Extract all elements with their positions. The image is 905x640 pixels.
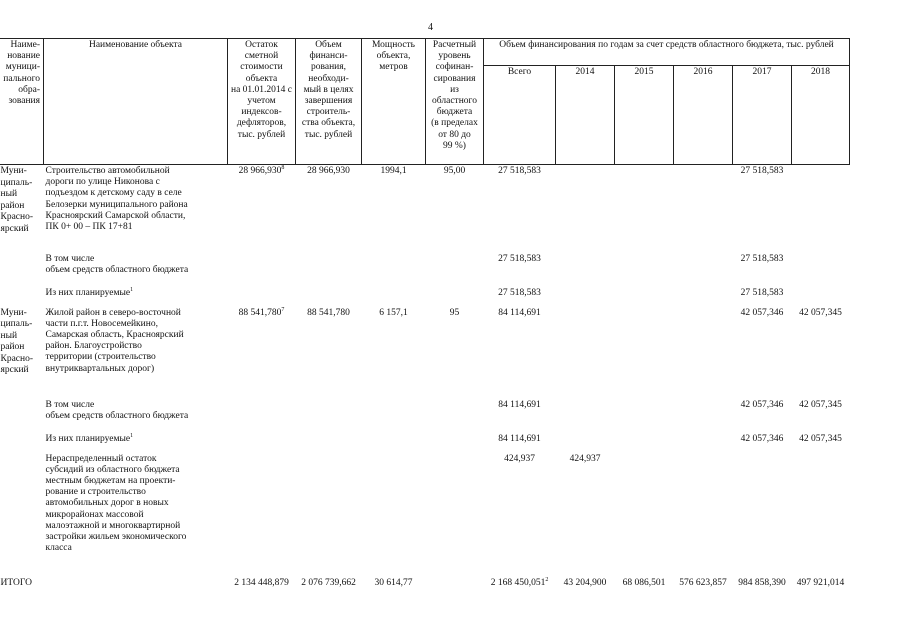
remaining-cost-cell	[228, 253, 296, 287]
text-line: Муни-	[0, 307, 27, 318]
total-row	[0, 577, 850, 591]
header-line: 99 %)	[443, 140, 466, 151]
header-line: метров	[379, 62, 408, 73]
volume-cell: 28 966,930	[307, 166, 350, 176]
municipality-cell	[0, 253, 44, 287]
header-line: зования	[8, 96, 40, 107]
capacity-cell	[362, 287, 426, 307]
year-2014-cell	[556, 307, 615, 399]
total-2017: 984 858,390	[738, 577, 786, 588]
text-line: подъездом к детскому саду в селе	[45, 188, 182, 199]
header-line: мый в целях	[303, 84, 354, 95]
header-line: на 01.01.2014 с	[230, 84, 293, 95]
total-cell: 424,937	[504, 453, 535, 464]
text-line: ципаль-	[0, 177, 33, 188]
footnote-mark: 1	[130, 286, 134, 293]
year-2015-cell	[615, 165, 674, 253]
header-line: из	[450, 84, 459, 95]
year-2015-cell	[615, 433, 674, 453]
total-2016: 576 623,857	[679, 577, 727, 588]
total-2015: 68 086,501	[622, 577, 666, 588]
header-line: финанси-	[309, 51, 348, 62]
year-2017-cell: 42 057,346	[740, 433, 784, 444]
header-line: ства объекта,	[301, 118, 356, 129]
year-2014-cell	[556, 287, 615, 307]
text-line: ярский	[0, 223, 29, 234]
capacity-cell	[362, 433, 426, 453]
volume-cell	[296, 253, 362, 287]
text-line: территории (строительство	[45, 352, 156, 363]
year-2018-cell	[792, 165, 850, 253]
level-cell	[426, 287, 484, 307]
header-line: уровень	[438, 51, 471, 62]
header-financing-volume	[296, 39, 362, 165]
year-2018-cell	[792, 253, 850, 287]
header-line: нование	[7, 51, 40, 62]
total-2018: 497 921,014	[796, 577, 845, 588]
text-line: объем средств областного бюджета	[45, 264, 189, 275]
header-line: стоимости	[240, 62, 283, 73]
year-2016-cell	[674, 307, 733, 399]
text-line: Из них планируемые$^1$	[45, 432, 134, 444]
header-line: объекта	[245, 73, 278, 84]
header-line: Расчетный	[432, 40, 477, 50]
level-cell: 95,00	[443, 166, 466, 176]
municipality-cell	[0, 399, 44, 433]
text-line: застройки жильем экономического	[45, 531, 187, 542]
total-cell: 84 114,691	[498, 433, 541, 444]
empty-cell	[426, 577, 484, 591]
year-2018-cell	[792, 453, 850, 577]
total-volume: 2 076 739,662	[301, 577, 356, 588]
level-cell	[426, 433, 484, 453]
header-capacity	[362, 39, 426, 165]
header-line: Наиме-	[10, 40, 40, 50]
year-2015-cell	[615, 453, 674, 577]
total-2014: 43 204,900	[563, 577, 607, 588]
text-line: ципаль-	[0, 319, 33, 329]
text-line: класса	[45, 543, 72, 554]
year-2018-cell: 42 057,345	[799, 399, 842, 410]
header-year-2017: 2017	[733, 66, 792, 165]
year-2018-cell: 42 057,345	[799, 307, 842, 318]
year-2017-cell: 27 518,583	[740, 287, 784, 298]
year-2017-cell: 42 057,346	[740, 307, 784, 318]
year-2017-cell: 27 518,583	[740, 253, 784, 264]
text-line: Жилой район в северо-восточной	[45, 307, 181, 318]
header-line: Остаток	[245, 40, 278, 50]
empty-cell	[44, 577, 228, 591]
header-line: областного	[432, 96, 477, 107]
year-2014-cell	[556, 433, 615, 453]
text-line: малоэтажной и многоквартирной	[45, 520, 181, 531]
text-line: ный	[0, 189, 18, 199]
header-cofinancing-level	[426, 39, 484, 165]
header-line: дефляторов,	[236, 118, 287, 129]
year-2014-cell	[556, 253, 615, 287]
footnote-mark: 2	[545, 576, 549, 583]
text-line: район	[0, 200, 25, 211]
year-2014-cell	[556, 165, 615, 253]
total-cell: 27 518,583	[498, 253, 541, 264]
header-financing-by-year: Объем финансирования по годам за счет средств областного бюджета, тыс. рублей	[484, 39, 850, 66]
year-2015-cell	[615, 253, 674, 287]
year-2017-cell: 27 518,583	[740, 166, 784, 176]
year-2016-cell	[674, 287, 733, 307]
header-object-name: Наименование объекта	[44, 39, 228, 165]
text-line: ярский	[0, 365, 29, 375]
header-municipality	[0, 39, 44, 165]
text-line: Красно-	[0, 353, 34, 364]
volume-cell	[296, 287, 362, 307]
object-name-cell	[44, 253, 228, 287]
text-line: район	[0, 342, 25, 352]
year-2014-cell	[556, 399, 615, 433]
total-label: ИТОГО	[0, 577, 33, 588]
object-name-cell	[44, 453, 228, 577]
header-line: Мощность	[371, 40, 416, 50]
level-cell: 95	[449, 307, 460, 318]
text-line: Строительство автомобильной	[45, 166, 170, 176]
table-row	[0, 253, 850, 287]
year-2015-cell	[615, 307, 674, 399]
header-line: (в пределах	[431, 118, 478, 129]
municipality-cell	[0, 433, 44, 453]
header-line: софинан-	[435, 62, 474, 73]
volume-cell	[296, 433, 362, 453]
text-line: район. Благоустройство	[45, 341, 142, 352]
table-row	[0, 165, 850, 253]
header-remaining-cost	[228, 39, 296, 165]
remaining-cost-cell	[228, 433, 296, 453]
year-2015-cell	[615, 399, 674, 433]
year-2016-cell	[674, 399, 733, 433]
remaining-cost-cell: 28 966,930$^8$	[238, 165, 285, 176]
header-line: Объем	[315, 40, 342, 50]
total-cell: 27 518,583	[498, 166, 541, 176]
text-line: рование и строительство	[45, 487, 146, 498]
year-2016-cell	[674, 253, 733, 287]
total-financing: 2 168 450,051$^2$	[490, 576, 549, 588]
year-2017-cell: 42 057,346	[740, 399, 784, 410]
capacity-cell	[362, 399, 426, 433]
header-line: от 80 до	[438, 129, 471, 140]
header-line: учетом	[247, 96, 276, 107]
text-line: Муни-	[0, 166, 27, 176]
municipality-cell	[0, 307, 44, 399]
remaining-cost-cell: 88 541,780$^7$	[238, 306, 285, 318]
text-line: Из них планируемые$^1$	[45, 286, 134, 298]
text-line: субсидий из областного бюджета	[45, 464, 180, 475]
header-line: индексов-	[241, 107, 282, 118]
object-name-cell	[44, 399, 228, 433]
year-2017-cell	[733, 453, 792, 577]
level-cell	[426, 253, 484, 287]
table-row	[0, 399, 850, 433]
header-line: необходи-	[308, 73, 349, 84]
text-line: В том числе	[45, 399, 95, 410]
object-name-cell	[44, 287, 228, 307]
year-2016-cell	[674, 165, 733, 253]
remaining-cost-cell	[228, 287, 296, 307]
municipality-cell	[0, 165, 44, 253]
text-line: Белозерки муниципального района	[45, 199, 188, 210]
text-line: Самарская область, Красноярский	[45, 329, 184, 340]
capacity-cell	[362, 253, 426, 287]
header-year-2016: 2016	[674, 66, 733, 165]
table-row	[0, 453, 850, 577]
text-line: Красноярский Самарской области,	[45, 210, 186, 221]
table-row	[0, 433, 850, 453]
text-line: ПК 0+ 00 – ПК 17+81	[45, 222, 133, 233]
footnote-mark: 1	[130, 432, 134, 439]
header-line: объекта,	[376, 51, 411, 62]
header-line: тыс. рублей	[237, 129, 286, 140]
header-line: пального	[3, 73, 40, 84]
text-line: Красно-	[0, 212, 34, 222]
capacity-cell: 1994,1	[380, 166, 407, 176]
footnote-mark: 8	[281, 165, 285, 171]
total-cell: 84 114,691	[498, 399, 541, 410]
municipality-cell	[0, 453, 44, 577]
year-2016-cell	[674, 453, 733, 577]
text-line: микрорайонах массовой	[45, 509, 144, 520]
table-body	[0, 165, 850, 591]
total-cell: 27 518,583	[498, 287, 541, 298]
remaining-cost-cell	[228, 453, 296, 577]
header-line: тыс. рублей	[304, 129, 353, 140]
volume-cell: 88 541,780	[307, 307, 350, 318]
text-line: дороги по улице Никонова с	[45, 177, 160, 188]
object-name-cell	[44, 165, 228, 253]
footnote-mark: 7	[281, 306, 285, 313]
total-remaining-cost: 2 134 448,879	[234, 577, 289, 588]
header-line: муници-	[5, 62, 40, 73]
header-line: сирования	[433, 73, 476, 84]
text-line: Нераспределенный остаток	[45, 453, 157, 464]
remaining-cost-cell	[228, 399, 296, 433]
table-row	[0, 287, 850, 307]
text-line: автомобильных дорог в новых	[45, 498, 169, 509]
header-line: бюджета	[436, 107, 473, 118]
object-name-cell	[44, 433, 228, 453]
level-cell	[426, 453, 484, 577]
text-line: В том числе	[45, 253, 95, 264]
year-2014-cell: 424,937	[569, 453, 601, 464]
capacity-cell: 6 157,1	[379, 307, 408, 318]
level-cell	[426, 399, 484, 433]
header-line: обра-	[18, 84, 40, 95]
page-number: 4	[428, 22, 433, 33]
text-line: части п.г.т. Новосемейкино,	[45, 318, 158, 329]
municipality-cell	[0, 287, 44, 307]
total-cell: 84 114,691	[498, 307, 541, 318]
year-2016-cell	[674, 433, 733, 453]
capacity-cell	[362, 453, 426, 577]
header-year-2014: 2014	[556, 66, 615, 165]
header-total: Всего	[484, 66, 556, 165]
text-line: объем средств областного бюджета	[45, 410, 189, 421]
object-name-cell	[44, 307, 228, 399]
total-capacity: 30 614,77	[374, 577, 413, 588]
header-line: рования,	[311, 62, 346, 73]
volume-cell	[296, 399, 362, 433]
volume-cell	[296, 453, 362, 577]
text-line: внутриквартальных дорог)	[45, 363, 155, 374]
year-2018-cell: 42 057,345	[799, 433, 842, 444]
text-line: местным бюджетам на проекти-	[45, 475, 176, 486]
header-line: завершения	[304, 96, 353, 107]
table-row	[0, 307, 850, 399]
header-line: строитель-	[306, 107, 351, 118]
financing-table	[0, 38, 850, 590]
header-year-2015: 2015	[615, 66, 674, 165]
year-2018-cell	[792, 287, 850, 307]
text-line: ный	[0, 330, 18, 341]
header-year-2018: 2018	[792, 66, 850, 165]
header-line: сметной	[244, 51, 279, 62]
year-2015-cell	[615, 287, 674, 307]
